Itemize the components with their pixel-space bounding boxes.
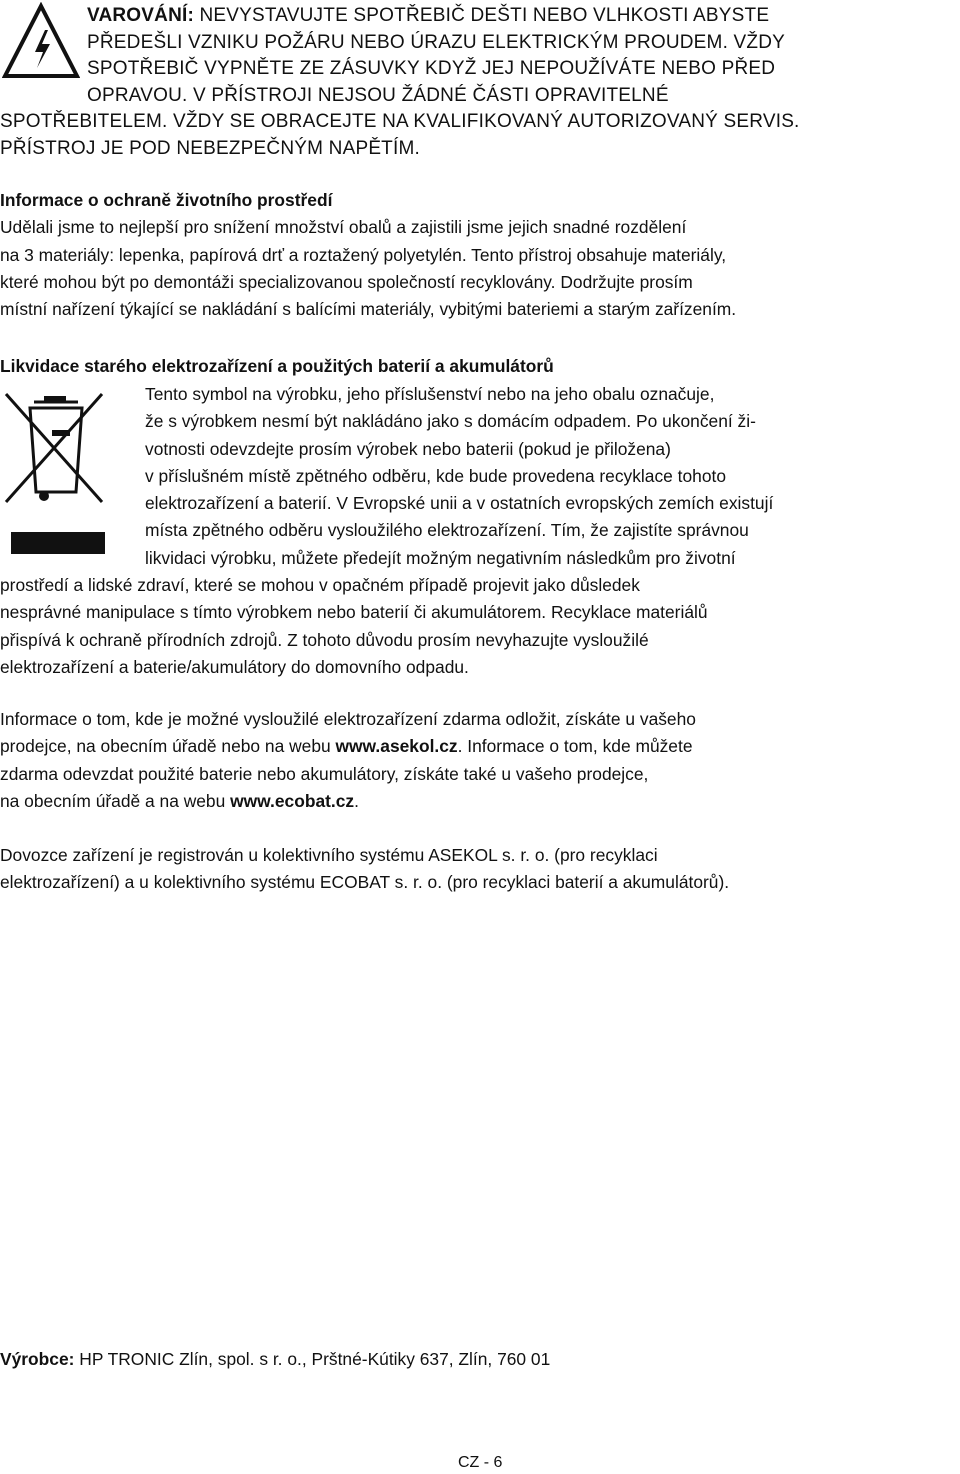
weee-line: likvidaci výrobku, můžete předejít možným negativním následkům pro životní (145, 547, 736, 568)
weee-line: že s výrobkem nesmí být nakládáno jako s domácím odpadem. Po ukončení ži- (145, 411, 756, 432)
weee-heading: Likvidace starého elektrozařízení a použitých baterií a akumulátorů (0, 356, 554, 376)
collection-line (0, 733, 960, 760)
page-number: CZ - 6 (458, 1454, 503, 1471)
warning-line-6: PŘÍSTROJ JE POD NEBEZPEČNÝM NAPĚTÍM. (0, 137, 420, 159)
collection-text: na obecním úřadě a na webu (0, 790, 231, 811)
weee-heading-block (0, 353, 960, 380)
environment-line: místní nařízení týkající se nakládání s balícími materiály, vybitými bateriemi a starým zařízením. (0, 299, 737, 320)
weee-text (0, 381, 960, 681)
warning-line-1: NEVYSTAVUJTE SPOTŘEBIČ DEŠTI NEBO VLHKOSTI ABYSTE (194, 5, 770, 26)
collection-line: zdarma odevzdat použité baterie nebo akumulátory, získáte také u vašeho prodejce, (0, 763, 649, 784)
weee-line: elektrozařízení a baterie/akumulátory do domovního odpadu. (0, 656, 469, 677)
manufacturer-line (0, 1346, 960, 1373)
weee-line: nesprávné manipulace s tímto výrobkem nebo baterií či akumulátorem. Recyklace materiálů (0, 602, 708, 623)
warning-label: VAROVÁNÍ: (87, 5, 195, 26)
manufacturer-section (0, 1346, 960, 1373)
warning-line-4: OPRAVOU. V PŘÍSTROJI NEJSOU ŽÁDNÉ ČÁSTI OPRAVITELNÉ (87, 84, 669, 106)
warning-line-5: SPOTŘEBITELEM. VŽDY SE OBRACEJTE NA KVALIFIKOVANÝ AUTORIZOVANÝ SERVIS. (0, 111, 800, 132)
weee-line: Tento symbol na výrobku, jeho příslušenství nebo na jeho obalu označuje, (145, 384, 715, 404)
weee-line: elektrozařízení a baterií. V Evropské unii a v ostatních evropských zemích existují (145, 493, 774, 514)
weee-line: místa zpětného odběru vysloužilého elektrozařízení. Tím, že zajistíte správnou (145, 520, 749, 541)
warning-line-2: PŘEDEŠLI VZNIKU POŽÁRU NEBO ÚRAZU ELEKTRICKÝM PROUDEM. VŽDY (87, 31, 786, 53)
importer-line: elektrozařízení) a u kolektivního systému ECOBAT s. r. o. (pro recyklaci baterií a akumulátorů). (0, 872, 730, 893)
weee-line: prostředí a lidské zdraví, které se mohou v opačném případě projevit jako důsledek (0, 575, 640, 596)
asekol-link[interactable]: www.asekol.cz (335, 736, 458, 757)
warning-text (0, 3, 945, 162)
collection-text: . (354, 790, 359, 811)
collection-line: Informace o tom, kde je možné vysloužilé elektrozařízení zdarma odložit, získáte u vašeho (0, 709, 696, 729)
collection-line (0, 788, 960, 815)
manufacturer-text: HP TRONIC Zlín, spol. s r. o., Prštné-Kútiky 637, Zlín, 760 01 (74, 1349, 551, 1369)
weee-line: přispívá k ochraně přírodních zdrojů. Z tohoto důvodu prosím nevyhazujte vysloužilé (0, 629, 649, 650)
importer-section (0, 842, 960, 897)
environment-heading: Informace o ochraně životního prostředí (0, 190, 333, 210)
importer-line: Dovozce zařízení je registrován u kolektivního systému ASEKOL s. r. o. (pro recyklaci (0, 845, 658, 865)
ecobat-link[interactable]: www.ecobat.cz (230, 790, 355, 811)
environment-line: které mohou být po demontáži specializovanou společností recyklovány. Dodržujte prosím (0, 271, 693, 292)
collection-text: prodejce, na obecním úřadě nebo na webu (0, 736, 336, 757)
environment-section (0, 187, 960, 323)
environment-line: na 3 materiály: lepenka, papírová drť a roztažený polyetylén. Tento přístroj obsahuje materiály, (0, 244, 727, 265)
collection-section (0, 706, 960, 815)
weee-line: votnosti odevzdejte prosím výrobek nebo baterii (pokud je přiložena) (145, 438, 671, 459)
manufacturer-label: Výrobce: (0, 1349, 75, 1369)
warning-line-3: SPOTŘEBIČ VYPNĚTE ZE ZÁSUVKY KDYŽ JEJ NEPOUŽÍVÁTE NEBO PŘED (87, 58, 776, 79)
environment-line: Udělali jsme to nejlepší pro snížení množství obalů a zajistili jsme jejich snadné rozdělení (0, 217, 687, 238)
weee-line: v příslušném místě zpětného odběru, kde bude provedena recyklace tohoto (145, 465, 727, 486)
collection-text: . Informace o tom, kde můžete (457, 736, 693, 757)
